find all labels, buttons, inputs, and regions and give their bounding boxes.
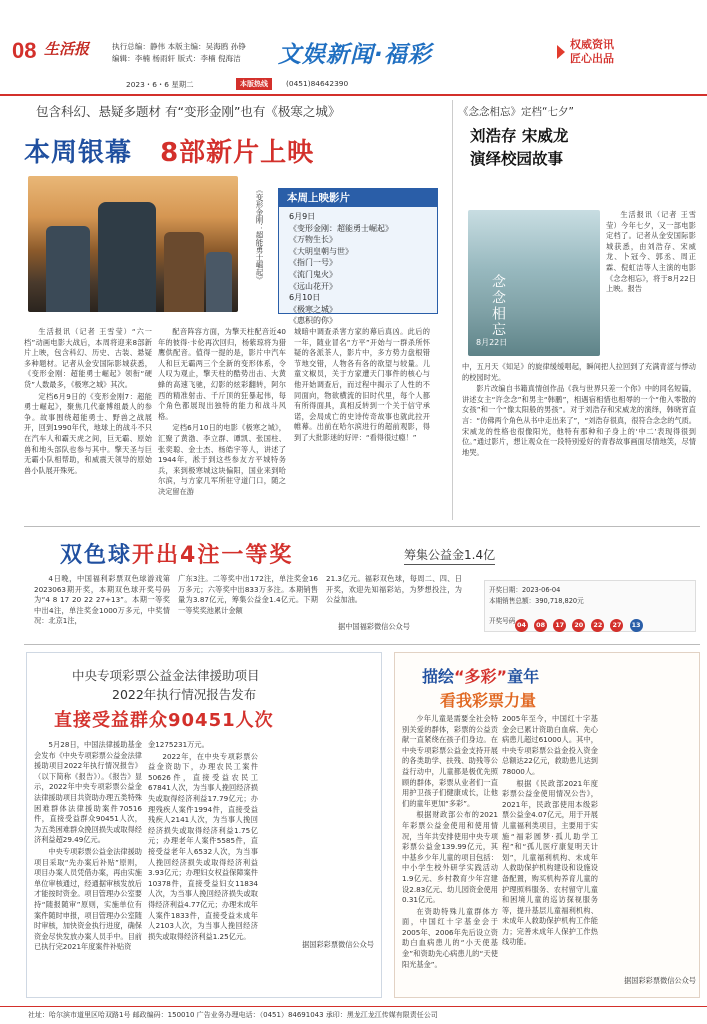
listing-item: 《变形金刚：超能勇士崛起》	[289, 223, 393, 233]
draw-number-label: 开奖号码	[489, 617, 516, 625]
legal-body-col-3	[264, 740, 374, 980]
paragraph: 城暗中调查杀害方家的幕后真凶。此后的一年，随业冒名“方平”开始与一群杀所怀疑的各派茶人，影片中，多方势力盘根错节地交错，人物各有各的欲望与较量。儿童文椒员，关于方家遭天门事件的核心与他开始调查后，而过程中揭示了人性的不同面向，物欲横流的旧时代里，每个人都有所得面具，真相反转到一个关于信守承诺，会局成亡的史诗传奇故事也就此拉开帷幕。出前在哈尔滨进行的超前观影，得到了大批影迷的好评：“看得很过瘾！”	[294, 327, 430, 442]
kids-headline-2: 看我彩票力量	[440, 691, 537, 710]
footer-info: 社址：哈尔滨市道里区哈双路1号 邮政编码：150010 广告业务办理电话：（0451）84691043 承印：黑龙江龙江传媒有限责任公司	[28, 1011, 438, 1019]
movie-listing-box	[278, 188, 438, 326]
lottery-body-col-1	[34, 574, 170, 636]
movie-body-col-2	[158, 327, 286, 515]
kids-headline-1a: 描绘	[422, 667, 455, 686]
listing-item: 《惠积的你》	[289, 316, 337, 326]
legal-pre-title-2: 2022年执行情况报告发布	[112, 687, 257, 702]
paper-name: 生活报	[44, 40, 90, 58]
paragraph: 影片改编自书籍真情创作品《我与世界只差一个你》中的同名短篇，讲述女主“许念念”和男主“韩鹏”，相遇宿相惜也相辱的一个“他入零散的女孩”和一个“像太阳般的男孩”。对于刘浩存和宋威龙的演绎，韩晓宵直言：“仿佛两个角色从书中走出来了”，“刘浩存很真，很符合念念的气质。宋威龙的性格也很像阳光，他特有那种和子身上的‘中二’表现得很到位。”通过影片，想让观众在一段特别爱好的青春故事画面尽情地笑，尽情地哭。	[462, 384, 696, 457]
photo-caption: 《变形金刚：超能勇士崛起》	[255, 186, 264, 284]
lottery-headline-b: 开出4注一等奖	[132, 543, 294, 568]
side-pre-title: 《念念相忘》定档“七夕”	[458, 106, 574, 118]
paragraph: 配音阵容方面，为擎天柱配音近40年的彼得·卡伦再次回归，杨紫琼将为猎鹰供配音。值得一提的是，影片中汽车人和巨无霸两三个全新的变形体系，令人叹为观止，擎天柱的酷势出击、大黄蜂的高速飞驰，幻影的炫彩翻转，阿尔西的精准射击、千斤顶的狂暴起伟，每个角色都展现出独特的能力和战斗风格。	[158, 327, 286, 421]
paragraph: 中央专项彩票公益金法律援助项目采取“先办案后补贴”原则，项目办案人员凭借办案，再由实施单位审核通过，经通据审核发放后才能按时资金。项目管理办公室要持“随报随审”原则，实施单位有案件随时申报，项目管理办公室随时审核，加快资金执行进度，确保资金尽快发放办案人员手中。目前已执行完2021年度案件补贴资	[34, 846, 142, 952]
red-ball: 08	[534, 619, 547, 632]
slogan-line-2: 匠心出品	[570, 52, 614, 65]
paragraph: 4日晚，中国福利彩票双色球游戏第2023063期开奖，本期双色球开奖号码为“4 8 17 20 22 27+13”。本期一等奖中出4注，单注奖金1000万多元，中奖情况：北京1注，	[34, 574, 170, 626]
listing-item: 《指门一号》	[289, 258, 337, 268]
staff-line-2: 编辑：李楠 杨雨轩 版式：李楠 倪海洁	[112, 54, 241, 63]
paragraph: 2022年，在中央专项彩票公益金资助下，办理农民工案件50626件，直接受益农民工67841人次，为当事人挽回经济损失或取得经济利益17.79亿元；办理残疾人案件1994件，直接受益残疾人2141人次，为当事人挽回经济损失或取得经济利益1.75亿元；办理老年人案件5585件，直接受益老年人6532人次，为当事人挽回经济损失或取得经济利益3.93亿元；办理妇女权益保障案件10378件，直接受益妇女11834人次，为当事人挽回经济损失或取得经济利益4.77亿元；办理未成年人案件1833件，直接受益未成年人2103人次，为当事人挽回经济损失或取得经济利益1.25亿元。	[148, 751, 258, 941]
section-title: 文娱新闻·福彩	[278, 42, 432, 68]
kids-body-col-2	[502, 714, 598, 992]
masthead	[0, 0, 707, 96]
listing-item: 《大明皇朝与世》	[289, 246, 353, 256]
credit: 据国彩彩票微信公众号	[624, 976, 696, 985]
lottery-headline	[60, 538, 293, 569]
lottery-subtitle: 筹集公益金1.4亿	[404, 546, 495, 565]
date-bar	[126, 78, 566, 91]
red-ball: 17	[553, 619, 566, 632]
paragraph: 定档6月10日的电影《极寒之城》，汇聚了黄渤、李立群、谭凯、张国柱、张奕聪、金士杰、杨皓宇等人，讲述了1944年，淞于到这些参友方平城特务兵，来到极寒城这块偏阳，国业来到哈尔滨，与方家几军所驻守道门口，随之决定留在游	[158, 423, 286, 496]
paragraph: 中，五月天《知足》的旋律缓缓唱起，瞬间把人拉回到了充满青涩与悸动的校园时光。	[462, 362, 696, 382]
legal-body-col-2	[148, 740, 258, 980]
kids-body-col-3	[600, 714, 696, 992]
credit: 据国彩彩票微信公众号	[302, 940, 374, 949]
staff-credits	[112, 41, 246, 65]
paragraph: 5月28日，中国法律援助基金会发布《中央专项彩票公益金法律援助项目2022年执行情况报告》（以下简称《报告》）。《报告》显示，2022年中央专项彩票公益金法律援助项目共资助办理五类特殊困难群体法律援助案件70516件，直接受益群众90451人次，为五类困难群众挽回损失或取得经济利益超29.49亿元。	[34, 740, 142, 845]
side-title-line-2: 演绎校园故事	[470, 150, 564, 168]
legal-body-col-1	[34, 740, 142, 980]
listing-item: 《远山花开》	[289, 281, 337, 291]
section-divider	[24, 526, 700, 527]
lottery-headline-a: 双色球	[60, 543, 133, 568]
side-body-narrow	[606, 210, 696, 360]
paragraph: 金1275231万元。	[148, 740, 209, 749]
slogan-arrow-icon	[557, 45, 565, 59]
listing-item: 6月9日	[289, 212, 316, 221]
paragraph: 定档6月9日的《变形金刚7：超能勇士崛起》，聚焦几代豪博组最人的参争。故事围绕超能勇士、野兽之战展开，回到1990年代，地球上的战斗不只在汽车人和霸天虎之间，巨无霸、原始兽和地头部队也参与其中。擎天圣与巨无霸小队相帮助，和威震天领导的原始兽小队展开殊死。	[24, 391, 152, 475]
listing-lines	[289, 211, 393, 327]
section-divider	[24, 644, 700, 645]
kids-headline-1b: “多彩”	[454, 667, 508, 686]
paragraph: 少年儿童是需要全社会特别关爱的群体，彩票的公益贡献一直紧绕在孩子们身边。在中央专项彩票公益金支持开展的各类助学、扶残、助残等公益行动中，儿童都是极优先照顾的群体，彩票从业者们一直用护卫孩子们健康成长，让他们的童年更加“多彩”。	[402, 714, 498, 808]
movie-headline	[24, 132, 314, 169]
slogan-line-1: 权威资讯	[570, 38, 614, 51]
paragraph: 生活报讯（记者 王雪莹）“六一档”动画电影大战后，本周将迎来8部新片上映，包含科幻、历史、古装、悬疑多种题材。记者从金安国际影城获悉，《变形金刚：超能勇士崛起》领衔“硬货”人数最多，《极寒之城》其次。	[24, 327, 152, 389]
masthead-divider	[0, 94, 707, 96]
listing-header: 本周上映影片	[279, 189, 437, 207]
red-ball: 27	[610, 619, 623, 632]
movie-body-col-1	[24, 327, 152, 515]
red-ball: 20	[572, 619, 585, 632]
side-title-line-1: 刘浩存 宋威龙	[470, 127, 569, 145]
listing-item: 《万物生长》	[289, 235, 337, 245]
red-ball: 04	[515, 619, 528, 632]
movie-headline-b: 8部新片上映	[160, 138, 315, 168]
transformers-photo	[28, 176, 238, 312]
listing-item: 《流门鬼火》	[289, 269, 337, 279]
paragraph: 2005年至今，中国红十字基金会已累计资助白血病、先心病患儿超过61000人。其中，中央专项彩票公益金投入资金总额达22亿元，救助患儿达到78000人。	[502, 714, 598, 776]
paragraph: 生活报讯（记者 王雪莹）今年七夕，又一部电影定档了。记者从金安国际影城获悉，由刘浩存、宋威龙、卜冠今、郭丞、周正霖、倪虹洁等人主演的电影《念念相忘》，将于8月22日上映。报告	[606, 210, 696, 294]
paragraph: 根据财政部公布的2021年彩票公益金使用和使用情况，当年共安排使用中央专项彩票公益金139.99亿元，其中基乡少年儿童的项目包括：中小学生校外研学实践活动1.9亿元、乡村教育少年宫建设2.83亿元、幼儿园资金使用0.31亿元。	[402, 810, 498, 905]
footer-divider	[0, 1006, 707, 1007]
paragraph: 广东3注。二等奖中出172注，单注奖金16万多元；六等奖中出833万多注。本期销售量为3.87亿元，筹集公益金1.4亿元。下期一等奖奖池累计金额	[178, 574, 318, 615]
poster-title: 念念相忘	[490, 274, 506, 338]
kids-headline-1c: 童年	[507, 667, 540, 686]
paragraph: 在资助特殊儿童群体方面，中国红十字基金会于2005年、2006年先后设立资助白血病患儿的“小天使基金”和资助先心病患儿的“天使阳光基金”。	[402, 906, 498, 969]
paragraph: 根据《民政部2021年度彩票公益金使用情况公告》，2021年，民政部使用本级彩票公益金4.07亿元，用于开展儿童福利类项目，主要用于实施“福彩圆梦·孤儿助学工程”和“孤儿医疗康复明天计划”，儿童福利机构、未成年人救助保护机构建设和设施设备配置，购买机构养育儿童的护理照料服务、农村留守儿童和困境儿童的巡访探视服务等，提升基层儿童福利机构、未成年人救助保护机构工作能力；完善未成年人保护工作热线功能。	[502, 778, 598, 947]
staff-line-1: 执行总编：静伟 本版主编：吴海鸥 孙铮	[112, 42, 246, 51]
listing-item: 6月10日	[289, 293, 321, 303]
kids-body-col-1	[402, 714, 498, 992]
listing-item: 《极寒之城》	[289, 304, 337, 314]
movie-pre-title: 包含科幻、悬疑多题材 有“变形金刚”也有《极寒之城》	[36, 104, 341, 119]
lottery-credit: 据中国福彩微信公众号	[338, 622, 410, 631]
page-number: 08	[12, 38, 37, 63]
blue-ball: 13	[630, 619, 643, 632]
legal-pre-title-1: 中央专项彩票公益金法律援助项目	[72, 668, 260, 683]
hotline-label: 本版热线	[236, 78, 272, 90]
poster-date: 8月22日	[476, 338, 508, 347]
paragraph: 21.3亿元。福彩双色球，每周二、四、日开奖，欢迎先知福彩站，为梦想投注，为公益加油。	[326, 574, 462, 605]
lottery-ticket	[484, 580, 696, 632]
movie-headline-a: 本周银幕	[24, 138, 133, 168]
red-ball: 22	[591, 619, 604, 632]
sales-total: 本期销售总额：390,718,820元	[489, 597, 584, 605]
side-body-wide	[462, 362, 696, 514]
issue-date: 2023・6・6 星期二	[126, 80, 194, 89]
draw-date: 开奖日期：2023-06-04	[489, 586, 561, 594]
legal-headline: 直接受益群众90451人次	[54, 710, 274, 731]
movie-poster	[468, 210, 600, 356]
kids-headline-1	[422, 664, 539, 687]
lottery-body-col-2	[178, 574, 318, 636]
slogan	[570, 38, 614, 66]
draw-balls	[515, 612, 644, 632]
movie-body-col-3	[294, 327, 430, 515]
hotline-number: (0451)84642390	[286, 79, 349, 88]
